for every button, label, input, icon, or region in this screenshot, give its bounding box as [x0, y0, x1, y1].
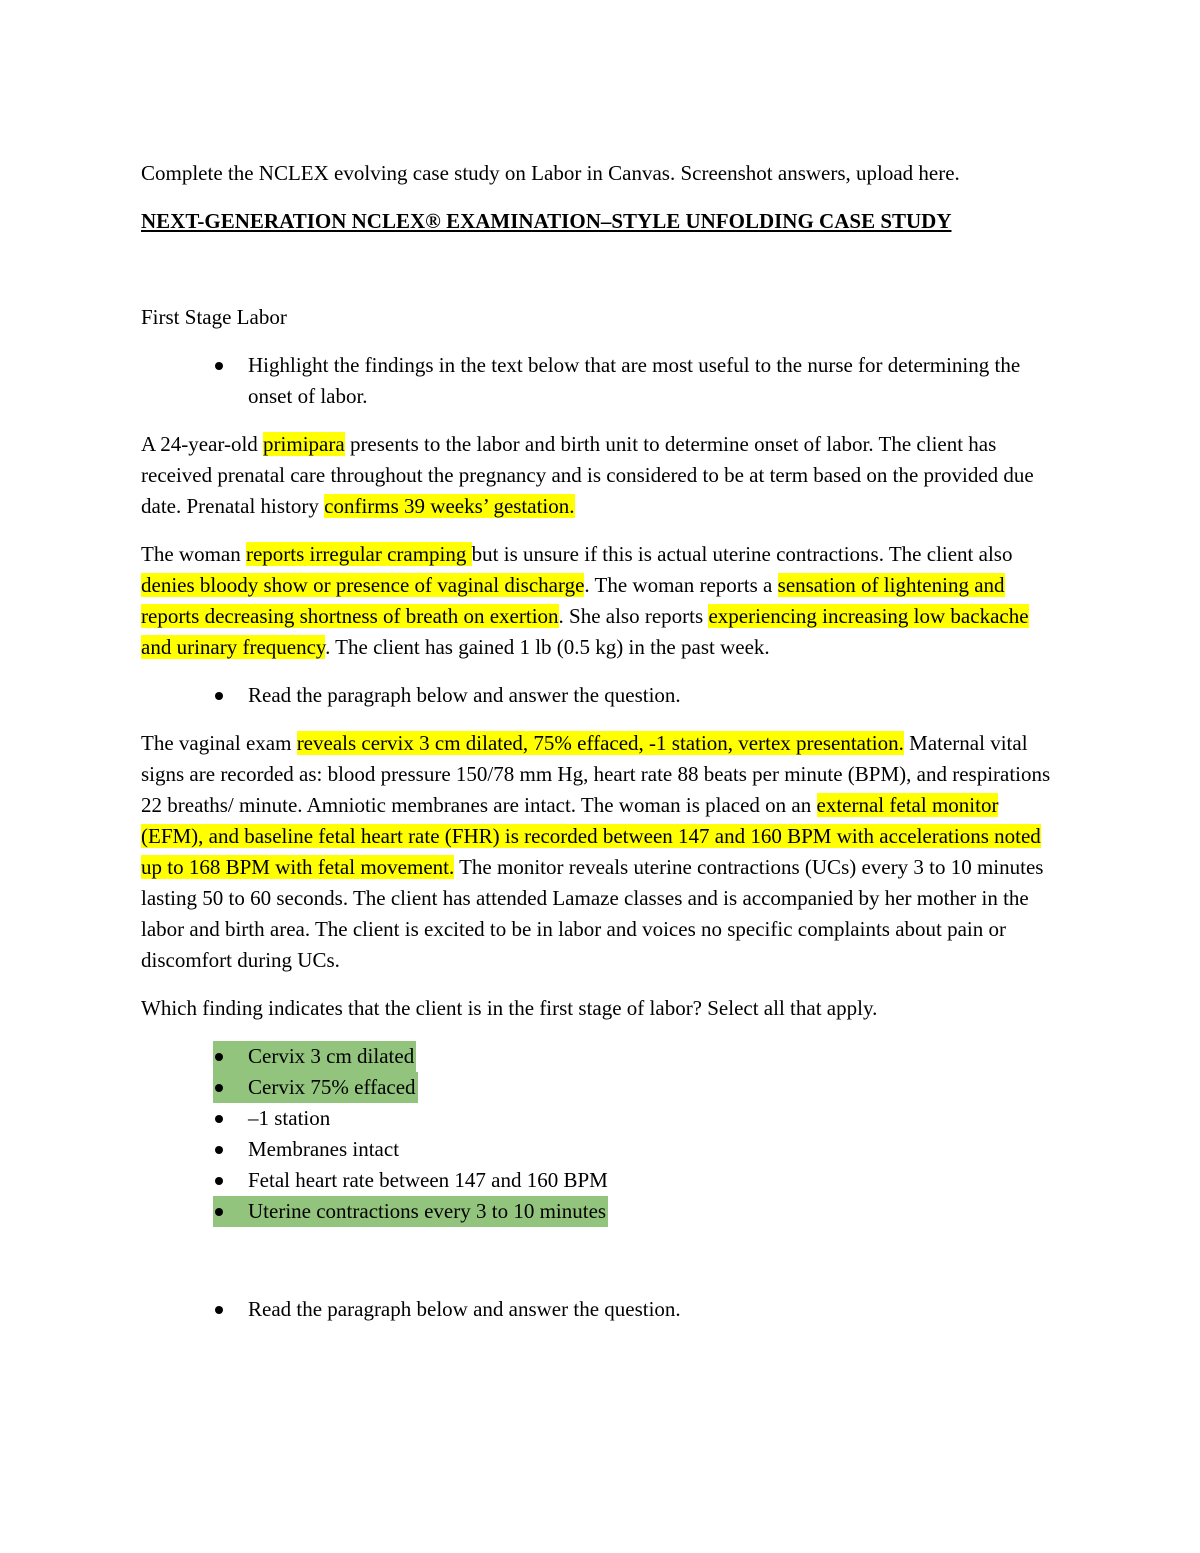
answer-item — [141, 1072, 1061, 1103]
bullet-icon — [215, 1146, 223, 1154]
instruction-text: Read the paragraph below and answer the question. — [248, 683, 681, 707]
instruction-item — [141, 1294, 1061, 1325]
instruction-text: Highlight the findings in the text below that are most useful to the nurse for determining the onset of labor. — [248, 353, 1021, 408]
highlight-lightening: sensation of lightening and reports decreasing shortness of breath on exertion — [141, 573, 1005, 628]
paragraph-presentation — [141, 429, 1061, 522]
highlight-cervix-findings: reveals cervix 3 cm dilated, 75% effaced, -1 station, vertex presentation. — [296, 731, 904, 755]
text-run: The monitor reveals uterine contractions (UCs) every 3 to 10 minutes lasting 50 to 60 seconds. The client has attended Lamaze classes and is accompanied by her mother in the labor and birth area. The client is excited to be in labor and voices no specific complaints about pain or discomfort during UCs. — [141, 855, 1044, 972]
bullet-icon — [215, 1084, 223, 1092]
bullet-icon — [215, 1177, 223, 1185]
answer-item — [141, 1134, 1061, 1165]
answer-list — [141, 1041, 1061, 1227]
answer-highlight — [248, 1041, 416, 1072]
text-run: A 24-year-old — [141, 432, 264, 456]
highlight-backache: experiencing increasing low backache and urinary frequency — [141, 604, 1029, 659]
answer-label: Membranes intact — [248, 1137, 400, 1161]
instruction-item — [141, 680, 1061, 711]
bullet-icon — [215, 1306, 223, 1314]
section-title: First Stage Labor — [141, 305, 287, 329]
answer-label: Uterine contractions every 3 to 10 minutes — [248, 1199, 607, 1223]
paragraph-symptoms — [141, 539, 1061, 663]
document-content — [141, 158, 1061, 1342]
answer-label: –1 station — [248, 1106, 331, 1130]
instruction-list-1 — [141, 350, 1061, 412]
answer-item — [141, 1103, 1061, 1134]
answer-item — [141, 1041, 1061, 1072]
text-run: . The client has gained 1 lb (0.5 kg) in the past week. — [325, 635, 770, 659]
blank-space — [141, 1244, 1061, 1294]
intro-text: Complete the NCLEX evolving case study on Labor in Canvas. Screenshot answers, upload here. — [141, 161, 960, 185]
answer-item — [141, 1165, 1061, 1196]
text-run: The woman — [141, 542, 246, 566]
answer-item — [141, 1196, 1061, 1227]
bullet-icon — [215, 362, 223, 370]
answer-highlight — [248, 1072, 418, 1103]
instruction-item — [141, 350, 1061, 412]
answer-highlight — [248, 1196, 608, 1227]
text-run: . The woman reports a — [584, 573, 778, 597]
bullet-icon — [215, 692, 223, 700]
case-study-heading: NEXT-GENERATION NCLEX® EXAMINATION–STYLE UNFOLDING CASE STUDY — [141, 209, 952, 233]
text-run: but is unsure if this is actual uterine contractions. The client also — [471, 542, 1013, 566]
instruction-text: Read the paragraph below and answer the question. — [248, 1297, 681, 1321]
bullet-icon — [215, 1208, 223, 1216]
text-run: The vaginal exam — [141, 731, 297, 755]
bullet-icon — [215, 1115, 223, 1123]
answer-label: Fetal heart rate between 147 and 160 BPM — [248, 1168, 608, 1192]
bullet-icon — [215, 1053, 223, 1061]
highlight-primipara: primipara — [263, 432, 345, 456]
highlight-fetal-monitor: external fetal monitor (EFM), and baseline fetal heart rate (FHR) is recorded between 147 and 160 BPM with accelerations noted up to 168 BPM with fetal movement. — [141, 793, 1041, 879]
question-text: Which finding indicates that the client is in the first stage of labor? Select all that apply. — [141, 996, 878, 1020]
text-run: presents to the labor and birth unit to determine onset of labor. The client has received prenatal care throughout the pregnancy and is considered to be at term based on the provided due date. Prenatal history — [141, 432, 1034, 518]
highlight-gestation: confirms 39 weeks’ gestation. — [324, 494, 575, 518]
text-run: Maternal vital signs are recorded as: blood pressure 150/78 mm Hg, heart rate 88 beats per minute (BPM), and respirations 22 breaths/ minute. Amniotic membranes are intact. The woman is placed on an — [141, 731, 1051, 817]
answer-label: Cervix 75% effaced — [248, 1075, 416, 1099]
text-run: . She also reports — [558, 604, 709, 628]
highlight-bloody-show: denies bloody show or presence of vaginal discharge — [141, 573, 585, 597]
answer-label: Cervix 3 cm dilated — [248, 1044, 415, 1068]
paragraph-vaginal-exam — [141, 728, 1061, 976]
instruction-list-3 — [141, 1294, 1061, 1325]
instruction-list-2 — [141, 680, 1061, 711]
highlight-cramping: reports irregular cramping — [245, 542, 472, 566]
